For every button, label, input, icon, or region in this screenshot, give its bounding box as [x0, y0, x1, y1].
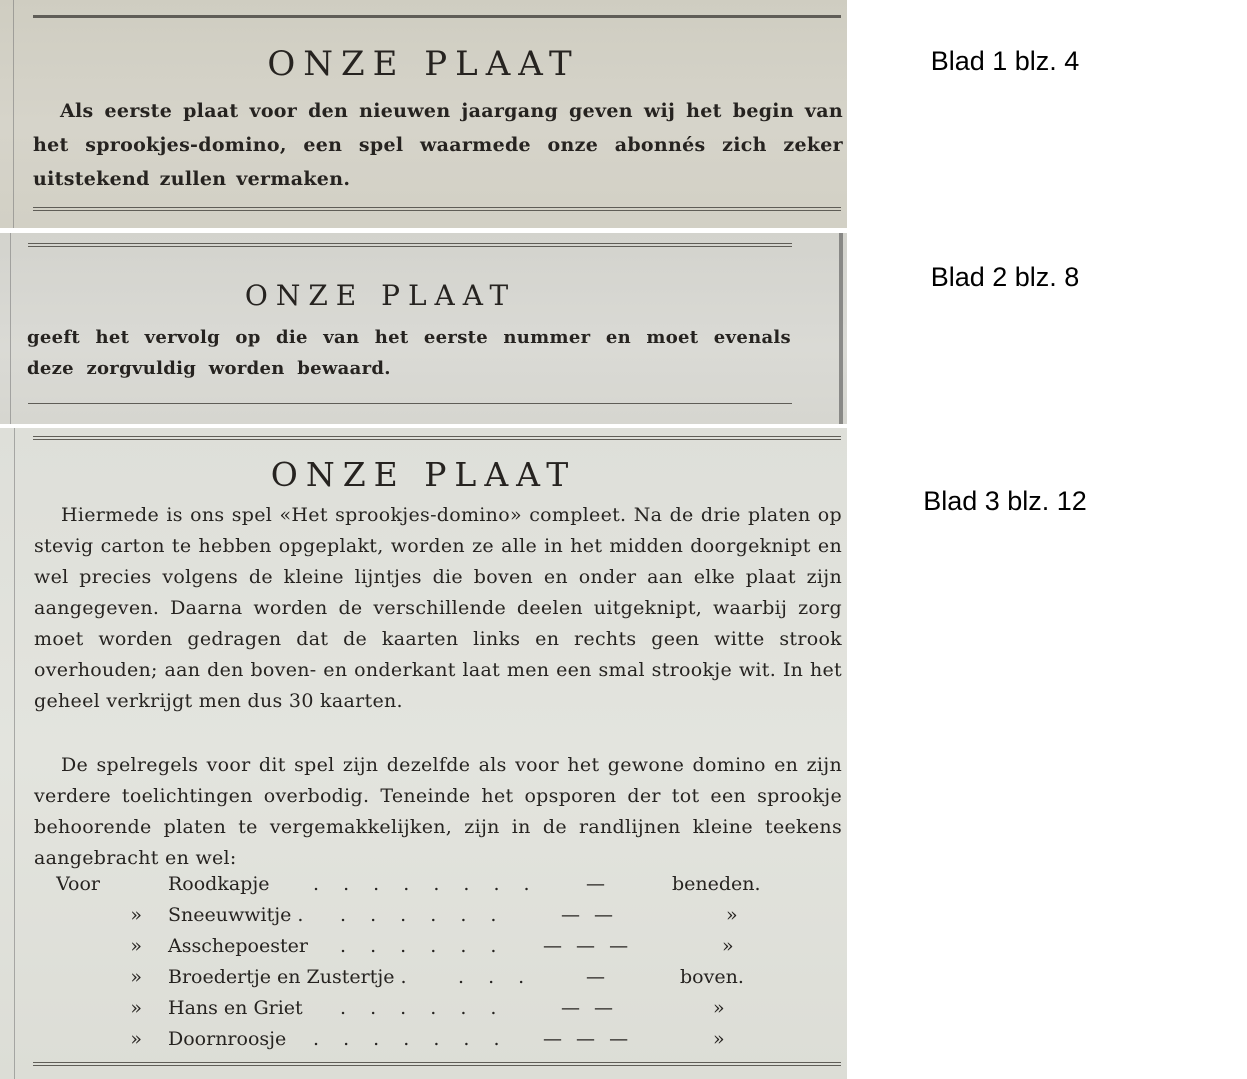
- list-dots: . . . . . .: [340, 935, 506, 957]
- bottom-rule: [33, 1062, 841, 1066]
- column-line: [13, 0, 14, 228]
- clipping-text: geeft het vervolg op die van het eerste nummer en moet evenals deze zorgvuldig worden bewaard.: [27, 327, 791, 379]
- top-rule: [28, 243, 792, 247]
- list-marks: — — —: [543, 1028, 633, 1050]
- list-dots: . . . . . .: [340, 904, 506, 926]
- list-marks: —: [586, 966, 609, 988]
- list-name: Doornroosje: [168, 1028, 287, 1050]
- list-prefix: »: [130, 966, 142, 988]
- list-dots: . . . . . . . .: [313, 873, 539, 895]
- caption-blad-3: Blad 3 blz. 12: [923, 486, 1087, 516]
- column-edge: [839, 233, 843, 424]
- list-name: Roodkapje: [168, 873, 270, 895]
- column-line: [10, 233, 11, 424]
- list-prefix: Voor: [56, 873, 100, 895]
- bottom-rule: [33, 207, 841, 211]
- top-rule: [33, 436, 841, 440]
- list-position: boven.: [680, 966, 744, 988]
- clipping-paragraph-2: De spelregels voor dit spel zijn dezelfde als voor het gewone domino en zijn verdere toelichtingen overbodig. Teneinde het opsporen der tot een sprookje behoorende platen te vergemakkelijken, zijn in de randlijnen kleine teekens aangebracht en wel:: [34, 754, 842, 869]
- list-prefix: »: [130, 1028, 142, 1050]
- clipping-3: [0, 428, 847, 1079]
- list-dots: . . . . . . .: [313, 1028, 509, 1050]
- clipping-text: Als eerste plaat voor den nieuwen jaargang geven wij het begin van het sprookjes-domino, een spel waarmede onze abonnés zich zeker uitstekend zullen vermaken.: [33, 100, 843, 190]
- list-item: [0, 904, 847, 935]
- list-name: Asschepoester: [168, 935, 308, 957]
- list-position: »: [726, 904, 738, 926]
- clipping-title: ONZE PLAAT: [267, 44, 580, 84]
- list-marks: — — —: [543, 935, 633, 957]
- list-name: Hans en Griet: [168, 997, 303, 1019]
- list-prefix: »: [130, 997, 142, 1019]
- list-dots: . . .: [458, 966, 534, 988]
- clipping-1: [0, 0, 847, 228]
- list-item: [0, 997, 847, 1028]
- list-prefix: »: [130, 904, 142, 926]
- list-position: beneden.: [672, 873, 761, 895]
- list-marks: — —: [561, 997, 618, 1019]
- clipping-title: ONZE PLAAT: [270, 455, 577, 494]
- list-position: »: [722, 935, 734, 957]
- list-name: Sneeuwwitje .: [168, 904, 304, 926]
- list-item: [0, 935, 847, 966]
- clipping-title: ONZE PLAAT: [244, 279, 517, 312]
- clipping-paragraph-1: Hiermede is ons spel «Het sprookjes-domino» compleet. Na de drie platen op stevig carton te hebben opgeplakt, worden ze alle in het midden doorgeknipt en wel precies volgens de kleine lijntjes die boven en onder aan elke plaat zijn aangegeven. Daarna worden de verschillende deelen uitgeknipt, waarbij zorg moet worden gedragen dat de kaarten links en rechts geen witte strook overhouden; aan den boven- en onderkant laat men een smal strookje wit. In het geheel verkrijgt men dus 30 kaarten.: [34, 504, 842, 712]
- bottom-rule: [28, 403, 792, 404]
- list-marks: — —: [561, 904, 618, 926]
- caption-blad-2: Blad 2 blz. 8: [930, 262, 1080, 292]
- list-name: Broedertje en Zustertje .: [168, 966, 407, 988]
- list-item: [0, 1028, 847, 1059]
- list-marks: —: [586, 873, 609, 895]
- list-dots: . . . . . .: [340, 997, 506, 1019]
- list-prefix: »: [130, 935, 142, 957]
- top-rule: [33, 15, 841, 18]
- list-item: [0, 873, 847, 904]
- caption-blad-1: Blad 1 blz. 4: [930, 46, 1080, 76]
- list-position: »: [713, 997, 725, 1019]
- list-item: [0, 966, 847, 997]
- clipping-2: [0, 233, 847, 424]
- list-position: »: [713, 1028, 725, 1050]
